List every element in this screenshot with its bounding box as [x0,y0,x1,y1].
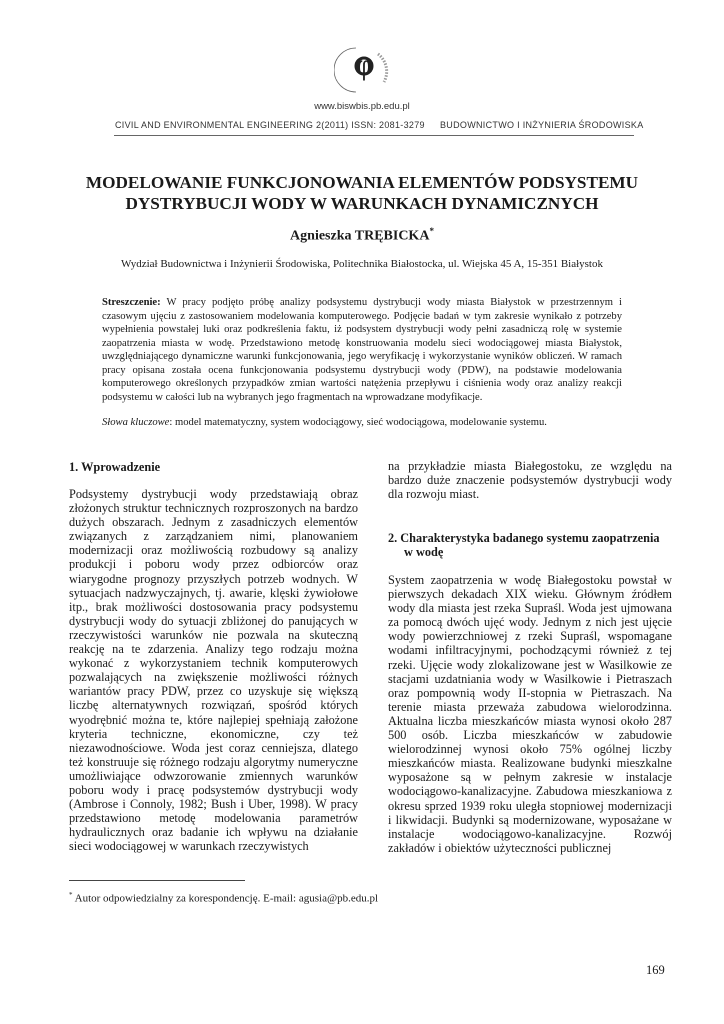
keywords-text: : model matematyczny, system wodociągowy, sieć wodociągowa, modelowanie systemu. [169,417,547,428]
footnote-mark: * [69,891,73,899]
university-emblem-icon [334,38,398,102]
section-2-heading-line-2: w wodę [404,545,444,560]
title-line-2: DYSTRYBUCJI WODY W WARUNKACH DYNAMICZNYCH [125,194,599,213]
author [0,226,724,245]
section-1-heading: 1. Wprowadzenie [69,460,161,474]
page-number: 169 [646,963,665,977]
footnote-text: Autor odpowiedzialny za korespondencję. E-mail: agusia@pb.edu.pl [72,892,379,905]
section-2-heading-line-1: 2. Charakterystyka badanego systemu zaopatrzenia [388,531,660,545]
journal-name-en: CIVIL AND ENVIRONMENTAL ENGINEERING [115,120,314,130]
svg-text:φ: φ [354,48,374,81]
abstract [102,296,622,404]
keywords-label: Słowa kluczowe [102,417,170,428]
paper-title [60,172,664,214]
author-name: Agnieszka TRĘBICKA [290,228,430,244]
journal-name-pl: BUDOWNICTWO I INŻYNIERIA ŚRODOWISKA [440,120,644,130]
footnote-divider [69,880,245,881]
footnote [69,891,378,905]
title-line-1: MODELOWANIE FUNKCJONOWANIA ELEMENTÓW PODSYSTEMU [85,173,639,192]
affiliation: Wydział Budownictwa i Inżynierii Środowiska, Politechnika Białostocka, ul. Wiejska 45 A, 15-351 Białystok [120,258,603,270]
journal-url[interactable]: www.biswbis.pb.edu.pl [314,101,410,112]
section-1-continuation: na przykładzie miasta Białegostoku, ze względu na bardzo duże znaczenie podsystemów dystrybucji wody dla rozwoju miast. [388,459,672,502]
abstract-text: W pracy podjęto próbę analizy podsystemu dystrybucji wody miasta Białystok w przestrzennym i czasowym ujęciu z zastosowaniem modelowania komputerowego. Podjęcie badań w tym zakresie wynikało z potrzeby wypełnienia powstałej luki oraz podkreślenia faktu, iż podsystem dystrybucji wody pełni zasadniczą rolę w systemie zaopatrzenia miasta w wodę. Przedstawiono metodę konstruowania modelu sieci wodociągowej miasta Białystok, uwzględniającego dynamiczne warunki funkcjonowania, jego weryfikację i wykorzystanie wyników obliczeń. W ramach pracy opisana została ocena funkcjonowania podsystemu dystrybucji wody (PDW), na podstawie modelowania komputerowego określonych przypadków zmian wartości natężenia przepływu i ciśnienia wody oraz analizy reakcji podsystemu w całości lub na wybranych jego fragmentach na wprowadzane modyfikacje. [102,297,622,403]
author-mark: * [429,226,434,236]
section-2-heading [388,531,672,559]
section-1-body: Podsystemy dystrybucji wody przedstawiają obraz złożonych struktur technicznych rozproszonych na bardzo dużych obszarach. Jednym z zasadniczych elementów związanych z zarządzaniem nimi, planowaniem modernizacji oraz możliwością rozbudowy są analizy produkcji i poboru wody przez odbiorców oraz wiarygodne prognozy przyszłych potrzeb wodnych. W sytuacjach nadzwyczajnych, tj. awarie, klęski żywiołowe itp., brak możliwości dostosowania pracy podsystemu dystrybucji wody do sytuacji zbliżonej do panujących w rzeczywistości warunków nie pozwala na skuteczną reakcję na te zdarzenia. Analizy tego rodzaju można wykonać z wykorzystaniem technik komputerowych pozwalających na zwiększenie możliwości różnych wariantów pracy PDW, przez co uzyskuje się większą liczbę alternatywnych rozwiązań, spośród których wyodrębnić można te, które najlepiej spełniają założone kryteria techniczne, ekonomiczne, czy też niezawodnościowe. Woda jest coraz cenniejsza, dlatego też konstruuje się różnego rodzaju algorytmy numeryczne umożliwiające odwzorowanie zmiennych warunków poboru wody i pracę podsystemów dystrybucji wody (Ambrose i Connoly, 1982; Bush i Uber, 1998). W pracy przedstawiono metodę modelowania parametrów hydraulicznych oraz badanie ich wpływu na działanie sieci wodociągowej w warunkach rzeczywistych [69,487,358,854]
journal-issue: 2(2011) ISSN: 2081-3279 [316,120,425,130]
keywords [102,416,622,430]
header-divider [114,135,634,136]
abstract-label: Streszczenie: [102,297,161,308]
section-2-body: System zaopatrzenia w wodę Białegostoku powstał w pierwszych dekadach XIX wieku. Głównym źródłem wody dla miasta jest rzeka Supraśl. Woda jest ujmowana za pomocą dwóch ujęć wody. Jednym z nich jest ujęcie wody powierzchniowej z rzeki Supraśl, wspomagane wodami infiltracyjnymi, pochodzącymi również z tej rzeki. Ujęcie wody zlokalizowane jest w Wasilkowie ze stacjami uzdatniania wody w Wasilkowie i Pietraszach oraz pompownią wody II-stopnia w Pietraszach. Na terenie miasta przeważa zabudowa wielorodzinna. Aktualna liczba mieszkańców miasta wynosi około 287 500 osób. Liczba mieszkańców w zabudowie wielorodzinnej wynosi około 75% ogólnej liczby mieszkańców miasta. Realizowane budynki mieszkalne wyposażone są w pełnym zakresie w instalacje wodociągowo-kanalizacyjne. Zabudowa mieszkaniowa z okresu sprzed 1939 roku uległa stopniowej modernizacji i likwidacji. Budynki są modernizowane, wyposażane w instalacje wodociągowo-kanalizacyjne. Rozwój zakładów i obiektów użyteczności publicznej [388,573,672,855]
